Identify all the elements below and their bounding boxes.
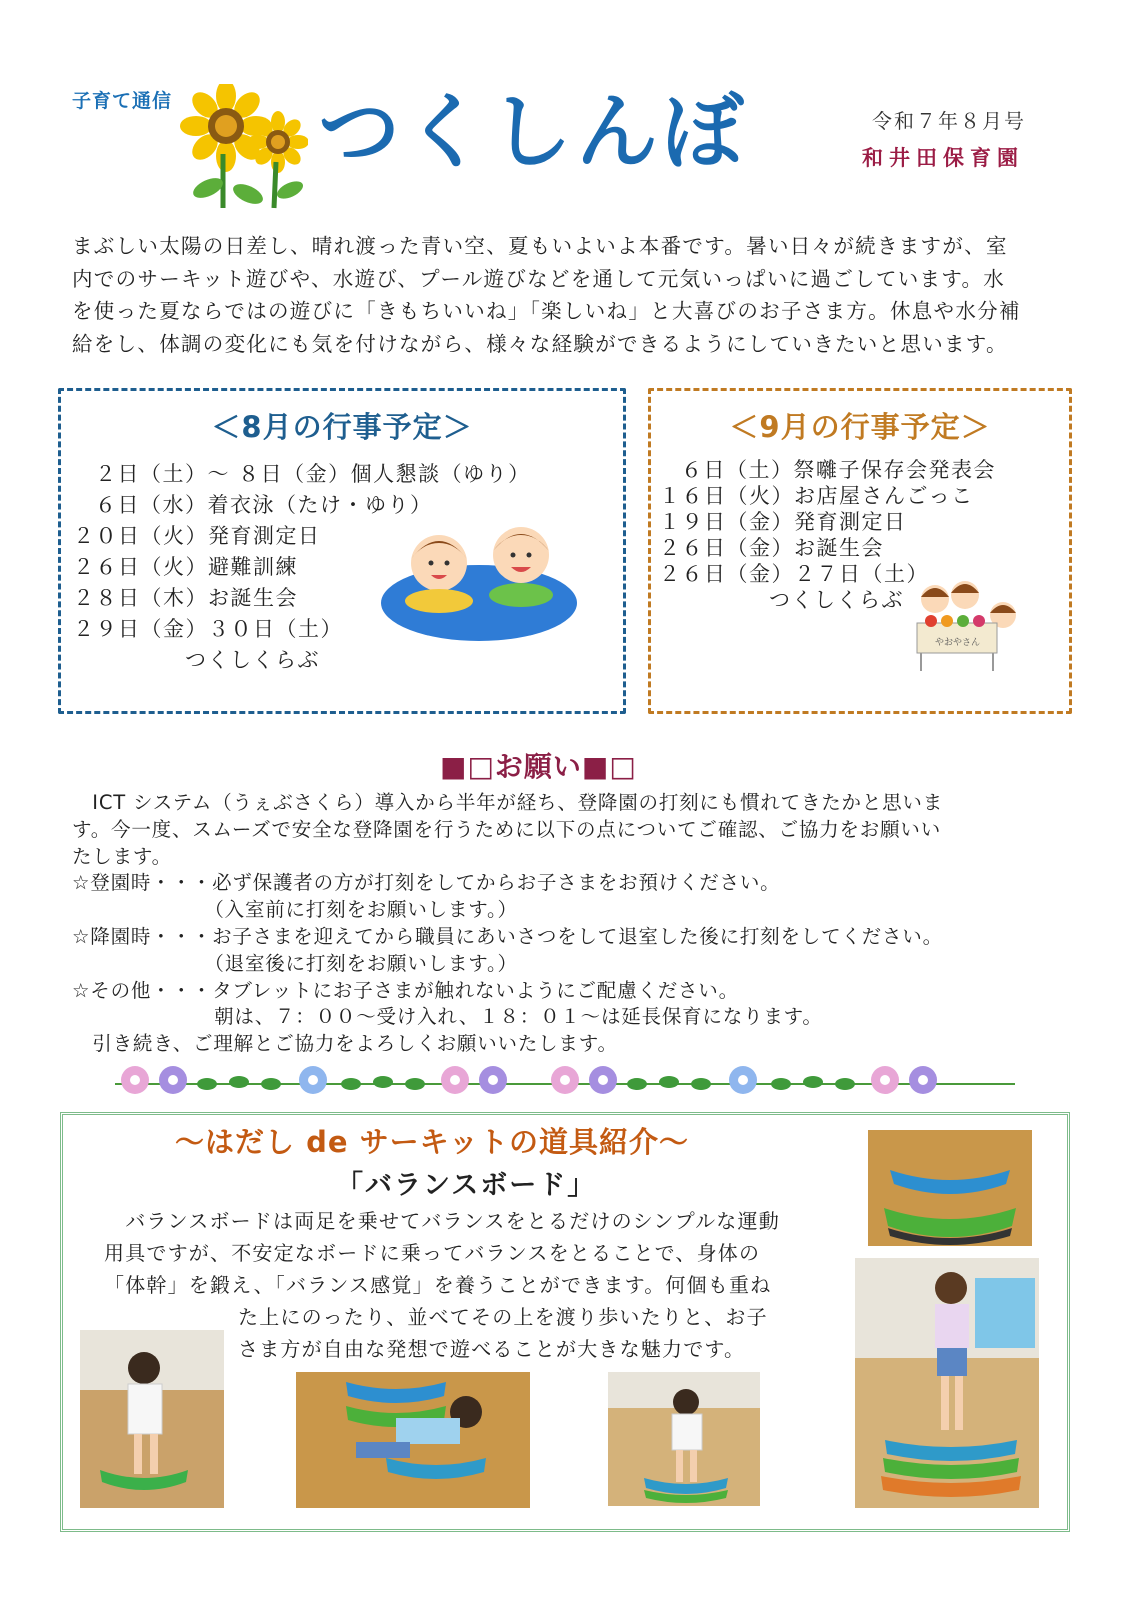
event-item: つくしくらぶ: [185, 648, 320, 672]
tools-text-line: 「体幹」を鍛え、「バランス感覚」を養うことができます。何個も重ね: [104, 1273, 772, 1297]
request-line: 引き続き、ご理解とご協力をよろしくお願いいたします。: [72, 1032, 618, 1056]
request-line: （退室後に打刻をお願いします。）: [72, 951, 518, 975]
event-item: １６日（火）お店屋さんごっこ: [659, 484, 974, 508]
request-line: 朝は、７：００～受け入れ、１８：０１～は延長保育になります。: [72, 1005, 823, 1029]
tools-section-title: ～はだし de サーキットの道具紹介～: [175, 1125, 690, 1159]
child-walking-on-boards-photo: [608, 1372, 760, 1506]
tools-text-line: 用具ですが、不安定なボードに乗ってバランスをとることで、身体の: [104, 1241, 761, 1265]
request-section-title: ■□お願い■□: [440, 750, 637, 783]
request-line: （入室前に打刻をお願いします。）: [72, 898, 518, 922]
event-item: ２６日（火）避難訓練: [73, 555, 298, 579]
request-line: ☆降園時・・・お子さまを迎えてから職員にあいさつをして退室した後に打刻をしてください。: [72, 924, 943, 948]
swimming-children-illustration: [379, 523, 579, 643]
request-line: ☆登園時・・・必ず保護者の方が打刻をしてからお子さまをお預けください。: [72, 871, 781, 895]
child-on-balance-board-photo-1: [80, 1330, 224, 1508]
intro-line: 内でのサーキット遊びや、水遊び、プール遊びなどを通して元気いっぱいに過ごしています。水: [72, 266, 1006, 291]
event-item: ２０日（火）発育測定日: [73, 524, 321, 548]
event-item: ２９日（金）３０日（土）: [73, 617, 343, 641]
event-item: ６日（水）着衣泳（たけ・ゆり）: [95, 493, 433, 517]
event-item: ２６日（金）お誕生会: [659, 536, 884, 560]
shop-play-illustration: [913, 579, 1025, 675]
issue-date: 令和７年８月号: [872, 109, 1026, 133]
event-item: ２日（土）～ ８日（金）個人懇談（ゆり）: [95, 462, 531, 486]
tools-text-line: た上にのったり、並べてその上を渡り歩いたりと、お子: [238, 1305, 768, 1329]
request-body: [72, 790, 1062, 1058]
intro-line: を使った夏ならではの遊びに「きもちいいね」「楽しいね」と大喜びのお子さま方。休息や水分補: [72, 299, 1021, 323]
september-events-box: [648, 388, 1072, 714]
school-name: 和井田保育園: [862, 146, 1024, 170]
intro-paragraph: [72, 230, 1062, 360]
shop-sign-text: やおやさん: [935, 638, 981, 648]
request-line: たします。: [72, 844, 172, 868]
newsletter-series-label: 子育て通信: [72, 90, 173, 112]
tools-text-line: さま方が自由な発想で遊べることが大きな魅力です。: [238, 1337, 746, 1361]
request-line: す。今一度、スムーズで安全な登降園を行うために以下の点についてご確認、ご協力をお願いい: [72, 817, 942, 841]
august-events-box: [58, 388, 626, 714]
newsletter-title: つくしんぼ: [318, 85, 749, 180]
intro-line: まぶしい太陽の日差し、晴れ渡った青い空、夏もいよいよ本番です。暑い日々が続きますが、室: [72, 234, 1008, 258]
event-item: ２６日（金）２７日（土）: [659, 562, 929, 586]
august-events-title: ＜8月の行事予定＞: [211, 410, 473, 444]
tools-section-subtitle: 「バランスボード」: [336, 1170, 597, 1201]
tools-text-line: バランスボードは両足を乗せてバランスをとるだけのシンプルな運動: [104, 1209, 780, 1233]
event-item: つくしくらぶ: [769, 588, 904, 612]
child-standing-on-stacked-boards-photo: [855, 1258, 1039, 1508]
event-item: ６日（土）祭囃子保存会発表会: [681, 458, 996, 482]
september-events-title: ＜9月の行事予定＞: [729, 410, 991, 444]
sunflower-icon: [178, 84, 308, 212]
balance-board-photo: [868, 1130, 1032, 1246]
morning-glory-divider: [115, 1060, 1015, 1100]
child-crawling-on-boards-photo: [296, 1372, 530, 1508]
request-line: ICT システム（うぇぶさくら）導入から半年が経ち、登降園の打刻にも慣れてきたかと思いま: [72, 791, 944, 814]
intro-line: 給をし、体調の変化にも気を付けながら、様々な経験ができるようにしていきたいと思います。: [72, 331, 1008, 356]
event-item: ２８日（木）お誕生会: [73, 586, 298, 610]
request-line: ☆その他・・・タブレットにお子さまが触れないようにご配慮ください。: [72, 978, 739, 1002]
event-item: １９日（金）発育測定日: [659, 510, 907, 534]
